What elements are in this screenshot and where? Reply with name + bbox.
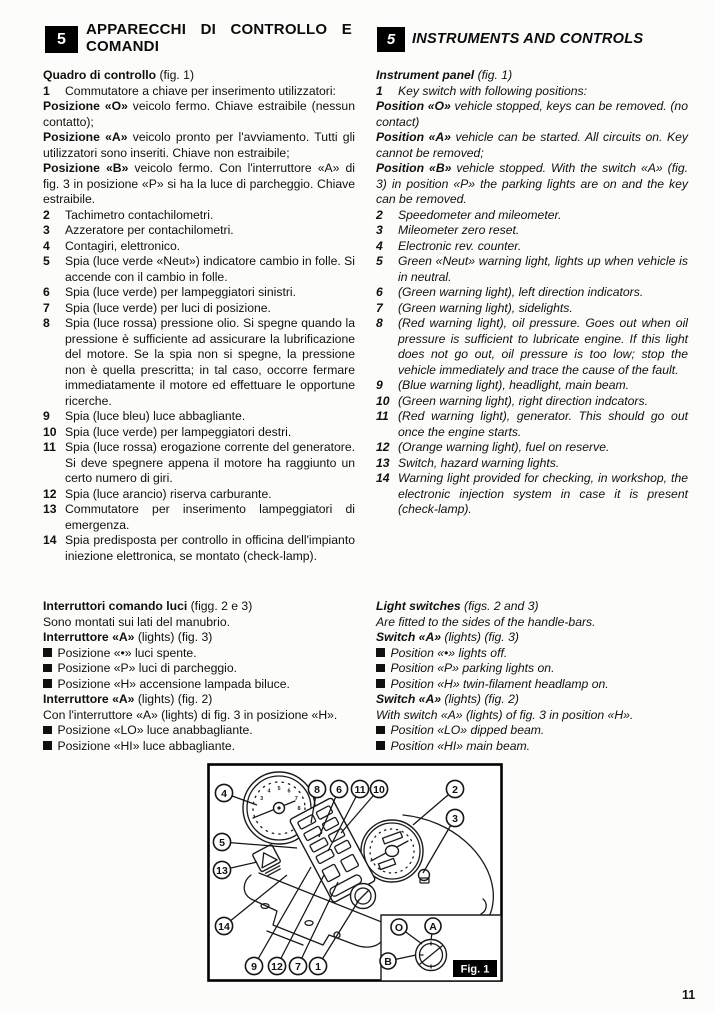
text-segment: Are fitted to the sides of the handle-bars. <box>376 614 596 629</box>
text-segment: Azzeratore per contachilometri. <box>65 223 234 237</box>
figure-1-instrument-panel <box>207 763 503 982</box>
text-segment: Position «B» <box>376 161 452 175</box>
numbered-list-item <box>43 316 355 409</box>
instrument-panel-section-italian <box>43 68 355 564</box>
item-number: 1 <box>376 83 383 98</box>
item-number: 10 <box>376 393 390 408</box>
numbered-list-item <box>43 208 355 224</box>
item-number: 3 <box>43 223 50 237</box>
callout-label-4: 4 <box>221 787 227 800</box>
paragraph <box>43 130 355 161</box>
callout-label-11: 11 <box>354 783 366 796</box>
section-heading <box>376 599 688 615</box>
bullet-item <box>43 646 355 662</box>
bullet-item <box>43 739 355 755</box>
callout-label-5: 5 <box>219 836 225 849</box>
text-segment: Spia (luce arancio) riserva carburante. <box>65 486 272 501</box>
text-segment: veicolo fermo. Chiave estraibile (nessun contatto); <box>43 99 355 129</box>
bullet-square-icon <box>376 726 385 735</box>
text-segment: (figg. 2 e 3) <box>187 599 253 613</box>
chapter-title-italian-line1: APPARECCHI DI CONTROLLO E <box>86 21 352 38</box>
item-number: 6 <box>43 285 50 299</box>
item-number: 12 <box>43 486 57 501</box>
callout-label-3: 3 <box>452 812 458 825</box>
paragraph <box>376 99 688 130</box>
tach-dial-number: 3 <box>260 796 264 802</box>
tach-dial-number: 6 <box>287 788 291 795</box>
chapter-number-badge-italian: 5 <box>45 26 78 53</box>
item-number: 7 <box>376 300 383 315</box>
text-segment: Position «LO» dipped beam. <box>390 723 545 737</box>
figure-label-text: Fig. 1 <box>460 963 490 976</box>
paragraph <box>43 615 355 631</box>
paragraph <box>376 615 688 631</box>
numbered-list-item <box>43 502 355 533</box>
text-segment: Warning light provided for checking, in workshop, the electronic injection system in case it is present (check-lamp). <box>398 471 688 516</box>
item-number: 9 <box>43 409 50 423</box>
text-segment: Spia (luce rossa) pressione olio. Si spegne quando la pressione è sufficiente ad assicurare la lubrificazione del motore. Se la spia non si spegne, la pressione non è quella prescritta; in tal caso, occorre fermare immediatamente il motore ed effettuare le opportune ricerche. <box>65 316 355 408</box>
text-segment: (lights) (fig. 2) <box>441 692 519 706</box>
text-segment: Tachimetro contachilometri. <box>65 207 214 222</box>
text-segment: Con l'interruttore «A» (lights) di fig. 3 in posizione «H». <box>43 707 338 722</box>
item-number: 12 <box>376 440 390 454</box>
text-segment: (Red warning light), generator. This should go out once the engine starts. <box>398 409 688 439</box>
text-segment: veicolo pronto per l'avviamento. Tutti gli utilizzatori sono inseriti. Chiave non estraibile; <box>43 130 355 160</box>
bullet-square-icon <box>376 741 385 750</box>
bullet-item <box>376 677 688 693</box>
item-number: 8 <box>43 316 50 330</box>
numbered-list-item <box>376 440 688 456</box>
text-segment: Mileometer zero reset. <box>398 223 520 237</box>
text-segment: (fig. 1) <box>474 68 513 82</box>
text-segment: vehicle stopped. With the switch «A» (fig. 3) in position «P» the parking lights are on and the key can be removed. <box>376 161 688 206</box>
text-segment: (lights) (fig. 3) <box>134 630 213 644</box>
numbered-list-item <box>376 223 688 239</box>
item-number: 6 <box>376 285 383 299</box>
text-segment: Spia (luce rossa) erogazione corrente del generatore. Si deve spegnere appena il motore ha raggiunto un certo numero di giri. <box>65 440 355 485</box>
text-segment: (lights) (fig. 2) <box>134 692 213 706</box>
text-segment: Switch, hazard warning lights. <box>398 455 560 470</box>
numbered-list-item <box>376 239 688 255</box>
paragraph <box>43 692 355 708</box>
item-number: 11 <box>376 409 389 423</box>
bullet-square-icon <box>43 679 52 688</box>
item-number: 7 <box>43 300 50 315</box>
bullet-square-icon <box>43 648 52 657</box>
text-segment: Posizione «O» <box>43 99 128 113</box>
text-segment: Green «Neut» warning light, lights up when vehicle is in neutral. <box>398 254 688 284</box>
text-segment: (fig. 1) <box>156 68 195 82</box>
figure-drawing <box>207 763 503 982</box>
chapter-number-badge-english: 5 <box>377 27 405 52</box>
text-segment: (Green warning light), right direction indcators. <box>398 393 648 408</box>
light-switches-section-english <box>376 599 688 754</box>
chapter-title-english: INSTRUMENTS AND CONTROLS <box>412 31 644 47</box>
text-segment: Sono montati sui lati del manubrio. <box>43 614 230 629</box>
section-heading <box>376 68 688 84</box>
text-segment: Position «P» parking lights on. <box>390 661 555 675</box>
ignition-switch-drawing <box>351 884 376 909</box>
callout-label-14: 14 <box>218 920 230 933</box>
item-number: 2 <box>43 207 50 222</box>
text-segment: Posizione «HI» luce abbagliante. <box>57 738 236 753</box>
page-number: 11 <box>682 988 696 1002</box>
text-segment: (lights) (fig. 3) <box>441 630 519 644</box>
item-number: 14 <box>376 471 390 485</box>
callout-label-2: 2 <box>452 783 458 796</box>
section-heading <box>43 68 355 84</box>
item-number: 13 <box>43 502 57 516</box>
section-heading <box>43 599 355 615</box>
text-segment: Speedometer and mileometer. <box>398 207 562 222</box>
text-segment: Spia (luce verde) per luci di posizione. <box>65 300 271 315</box>
text-segment: Position «A» <box>376 130 451 144</box>
item-number: 5 <box>43 254 50 268</box>
bullet-square-icon <box>43 741 52 750</box>
paragraph <box>376 692 688 708</box>
numbered-list-item <box>43 533 355 564</box>
text-segment: Posizione «LO» luce anabbagliante. <box>57 723 253 737</box>
item-number: 5 <box>376 254 383 268</box>
callout-label-9: 9 <box>251 960 257 973</box>
item-number: 10 <box>43 424 57 439</box>
text-segment: vehicle stopped, keys can be removed. (no contact) <box>376 99 688 129</box>
text-segment: With switch «A» (lights) of fig. 3 in position «H». <box>376 707 634 722</box>
bullet-square-icon <box>376 648 385 657</box>
left-column-italian <box>43 68 355 753</box>
callout-label-8: 8 <box>314 783 320 796</box>
bullet-item <box>376 723 688 739</box>
item-number: 9 <box>376 378 383 392</box>
callout-label-1: 1 <box>315 960 321 973</box>
text-segment: Switch «A» <box>376 692 442 706</box>
bullet-item <box>376 661 688 677</box>
bullet-item <box>376 646 688 662</box>
text-segment: Light switches <box>376 599 461 613</box>
numbered-list-item <box>376 456 688 472</box>
numbered-list-item <box>43 223 355 239</box>
text-segment: (Red warning light), oil pressure. Goes out when oil pressure is sufficient to lubricate engine. If this light does not go out, oil pressure is too low; stop the vehicle immediately and trace the cause of the fault. <box>398 316 688 377</box>
text-segment: Commutatore a chiave per inserimento utilizzatori: <box>65 83 336 98</box>
paragraph <box>43 708 355 724</box>
text-segment: Spia (luce bleu) luce abbagliante. <box>65 409 246 423</box>
text-segment: Electronic rev. counter. <box>398 238 522 253</box>
text-segment: Interruttore «A» <box>43 630 135 644</box>
numbered-list-item <box>376 378 688 394</box>
numbered-list-item <box>376 301 688 317</box>
text-segment: Instrument panel <box>376 68 475 82</box>
text-segment: Position «HI» main beam. <box>390 738 531 753</box>
instrument-panel-section-english <box>376 68 688 518</box>
text-segment: Interruttore «A» <box>43 692 135 706</box>
paragraph <box>376 130 688 161</box>
text-segment: Position «•» lights off. <box>390 645 508 660</box>
text-segment: Posizione «H» accensione lampada biluce. <box>57 676 290 691</box>
item-number: 13 <box>376 455 390 470</box>
numbered-list-item <box>376 208 688 224</box>
numbered-list-item <box>43 84 355 100</box>
text-segment: Spia (luce verde) per lampeggiatori destri. <box>65 424 292 439</box>
paragraph <box>376 630 688 646</box>
callout-label-A: A <box>429 920 437 933</box>
text-segment: (Blue warning light), headlight, main beam. <box>398 378 630 392</box>
text-segment: Position «O» <box>376 99 451 113</box>
item-number: 4 <box>43 238 50 253</box>
text-segment: (Orange warning light), fuel on reserve. <box>398 440 610 454</box>
bullet-item <box>43 723 355 739</box>
text-segment: Posizione «B» <box>43 161 129 175</box>
numbered-list-item <box>43 239 355 255</box>
text-segment: Position «H» twin-filament headlamp on. <box>390 676 609 691</box>
bullet-item <box>43 661 355 677</box>
callout-label-13: 13 <box>216 864 228 877</box>
text-segment: Posizione «P» luci di parcheggio. <box>57 661 238 675</box>
numbered-list-item <box>376 409 688 440</box>
text-segment: Spia predisposta per controllo in officina dell'impianto iniezione elettronica, se montato (check-lamp). <box>65 533 355 563</box>
paragraph <box>43 99 355 130</box>
callout-label-6: 6 <box>336 783 342 796</box>
numbered-list-item <box>376 394 688 410</box>
numbered-list-item <box>43 487 355 503</box>
item-number: 3 <box>376 223 383 237</box>
chapter-title-italian-line2: COMANDI <box>86 38 160 55</box>
text-segment: Interruttori comando luci <box>43 599 188 613</box>
numbered-list-item <box>43 440 355 487</box>
callout-label-12: 12 <box>271 960 283 973</box>
tach-dial-number: 4 <box>267 788 271 795</box>
figure-label <box>453 960 497 977</box>
item-number: 4 <box>376 238 383 253</box>
light-switches-section-italian <box>43 599 355 754</box>
bullet-item <box>376 739 688 755</box>
paragraph <box>43 630 355 646</box>
paragraph <box>376 708 688 724</box>
text-segment: Contagiri, elettronico. <box>65 238 181 253</box>
tach-dial-number: 5 <box>277 786 281 792</box>
text-segment: veicolo fermo. Con l'interruttore «A» di fig. 3 in posizione «P» si ha la luce di parcheggio. Chiave estraibile. <box>43 161 355 206</box>
text-segment: (Green warning light), left direction indicators. <box>398 285 644 299</box>
tach-dial-number: 7 <box>294 796 298 802</box>
text-segment: Posizione «A» <box>43 130 128 144</box>
numbered-list-item <box>43 285 355 301</box>
text-segment: Key switch with following positions: <box>398 83 587 98</box>
text-segment: (Green warning light), sidelights. <box>398 300 573 315</box>
callout-label-O: O <box>394 921 404 934</box>
numbered-list-item <box>376 84 688 100</box>
item-number: 8 <box>376 316 383 330</box>
bullet-square-icon <box>376 679 385 688</box>
text-segment: Commutatore per inserimento lampeggiatori di emergenza. <box>65 502 355 532</box>
callout-label-7: 7 <box>295 960 301 973</box>
numbered-list-item <box>43 301 355 317</box>
tach-dial-number: 8 <box>297 806 301 812</box>
numbered-list-item <box>43 425 355 441</box>
numbered-list-item <box>376 254 688 285</box>
bullet-square-icon <box>43 726 52 735</box>
item-number: 1 <box>43 83 50 98</box>
bullet-square-icon <box>376 664 385 673</box>
paragraph <box>43 161 355 208</box>
text-segment: Spia (luce verde «Neut») indicatore cambio in folle. Si accende con il cambio in folle. <box>65 254 355 284</box>
text-segment: (figs. 2 and 3) <box>460 599 539 613</box>
right-column-english <box>376 68 688 753</box>
bullet-item <box>43 677 355 693</box>
paragraph <box>376 161 688 208</box>
callout-label-10: 10 <box>373 783 385 796</box>
numbered-list-item <box>376 285 688 301</box>
item-number: 2 <box>376 207 383 222</box>
numbered-list-item <box>43 409 355 425</box>
text-segment: Spia (luce verde) per lampeggiatori sinistri. <box>65 285 296 299</box>
numbered-list-item <box>376 316 688 378</box>
item-number: 14 <box>43 533 57 547</box>
text-segment: vehicle can be started. All circuits on. Key cannot be removed; <box>376 130 688 160</box>
text-segment: Posizione «•» luci spente. <box>57 645 197 660</box>
text-segment: Quadro di controllo <box>43 68 157 82</box>
item-number: 11 <box>43 440 56 454</box>
text-segment: Switch «A» <box>376 630 442 644</box>
bullet-square-icon <box>43 664 52 673</box>
numbered-list-item <box>376 471 688 518</box>
numbered-list-item <box>43 254 355 285</box>
callout-label-B: B <box>384 955 392 968</box>
